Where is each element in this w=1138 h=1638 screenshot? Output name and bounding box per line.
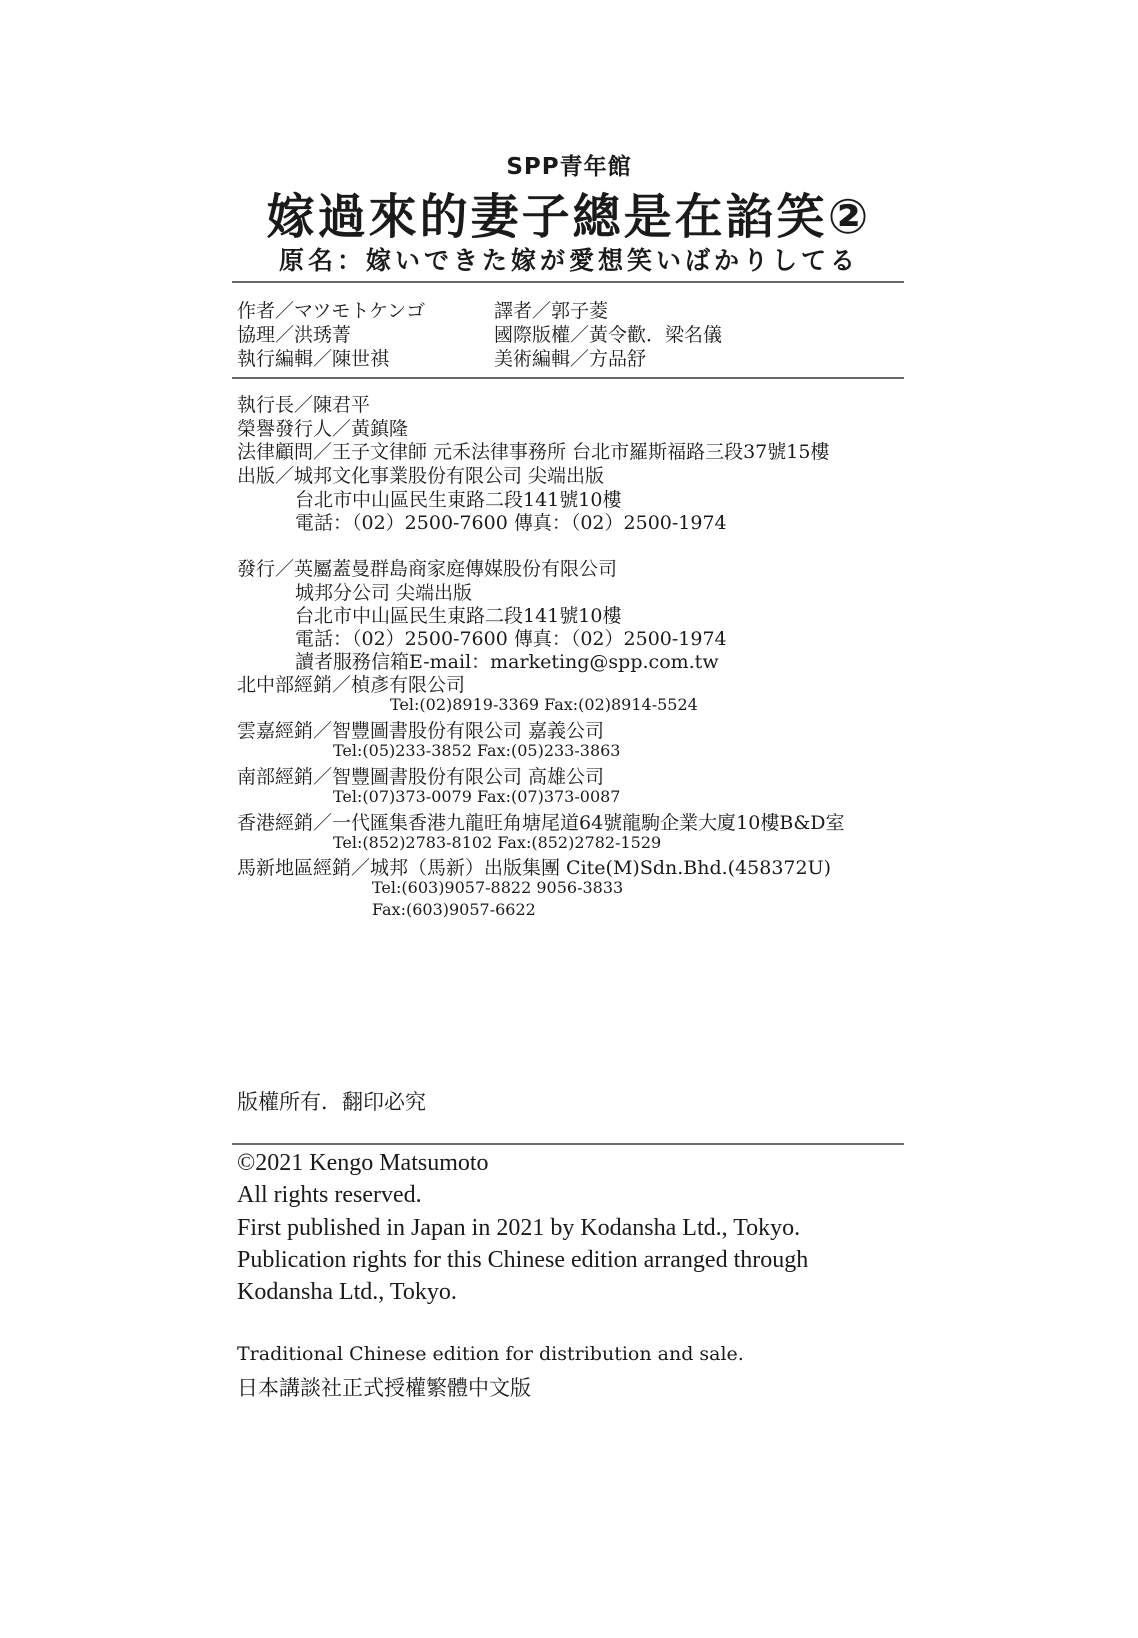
publication-rights-line: Publication rights for this Chinese edition arranged through [237,1247,809,1273]
issue-line: 發行／英屬蓋曼群島商家庭傳媒股份有限公司 [237,558,618,580]
hk-contact: Tel:(852)2783-8102 Fax:(852)2782-1529 [333,833,662,852]
reader-service-email: 讀者服務信箱E-mail：marketing@spp.com.tw [295,651,719,673]
dist-address: 台北市中山區民生東路二段141號10樓 [295,605,622,627]
authorized-edition-line: 日本講談社正式授權繁體中文版 [237,1376,531,1400]
imprint-name: SPP青年館 [506,154,632,180]
divider-rule [232,1143,904,1145]
yunjia-distributor: 雲嘉經銷／智豐圖書股份有限公司 嘉義公司 [237,720,605,742]
hk-distributor: 香港經銷／一代匯集香港九龍旺角塘尾道64號龍駒企業大廈10樓B&D室 [237,812,845,834]
kodansha-line: Kodansha Ltd., Tokyo. [237,1279,457,1305]
south-contact: Tel:(07)373-0079 Fax:(07)373-0087 [333,787,621,806]
yunjia-contact: Tel:(05)233-3852 Fax:(05)233-3863 [333,741,621,760]
south-distributor: 南部經銷／智豐圖書股份有限公司 高雄公司 [237,766,605,788]
rights-notice: 版權所有．翻印必究 [237,1090,426,1114]
divider-rule [232,377,904,379]
publish-address: 台北市中山區民生東路二段141號10樓 [295,489,622,511]
ceo-line: 執行長／陳君平 [237,394,371,416]
traditional-edition-line: Traditional Chinese edition for distribution and sale. [237,1343,744,1365]
publish-phone: 電話：（02）2500-7600 傳真：（02）2500-1974 [295,512,727,534]
credit-exec-editor: 執行編輯／陳世祺 [237,348,390,370]
branch-line: 城邦分公司 尖端出版 [295,582,473,604]
publish-line: 出版／城邦文化事業股份有限公司 尖端出版 [237,465,605,487]
credit-translator: 譯者／郭子菱 [494,300,609,322]
my-fax: Fax:(603)9057-6622 [372,900,536,919]
first-published-line: First published in Japan in 2021 by Kodansha Ltd., Tokyo. [237,1215,801,1241]
north-distributor: 北中部經銷／楨彥有限公司 [237,674,466,696]
credit-intl-rights: 國際版權／黃令歡．梁名儀 [494,324,723,346]
credit-art-editor: 美術編輯／方品舒 [494,348,647,370]
credit-assistant: 協理／洪琇菁 [237,324,352,346]
rights-reserved-line: All rights reserved. [237,1182,422,1208]
copyright-line: ©2021 Kengo Matsumoto [237,1150,489,1176]
original-title: 原名：嫁いできた嫁が愛想笑いばかりしてる [278,246,859,275]
credit-author: 作者／マツモトケンゴ [237,300,426,322]
dist-phone: 電話：（02）2500-7600 傳真：（02）2500-1974 [295,628,727,650]
book-title: 嫁過來的妻子總是在諂笑② [266,189,872,245]
honorary-publisher-line: 榮譽發行人／黃鎮隆 [237,418,409,440]
north-contact: Tel:(02)8919-3369 Fax:(02)8914-5524 [390,695,698,714]
my-distributor: 馬新地區經銷／城邦（馬新）出版集團 Cite(M)Sdn.Bhd.(458372U) [237,857,832,879]
legal-line: 法律顧問／王子文律師 元禾法律事務所 台北市羅斯福路三段37號15樓 [237,441,830,463]
my-tel: Tel:(603)9057-8822 9056-3833 [372,878,624,897]
divider-rule [232,281,904,283]
